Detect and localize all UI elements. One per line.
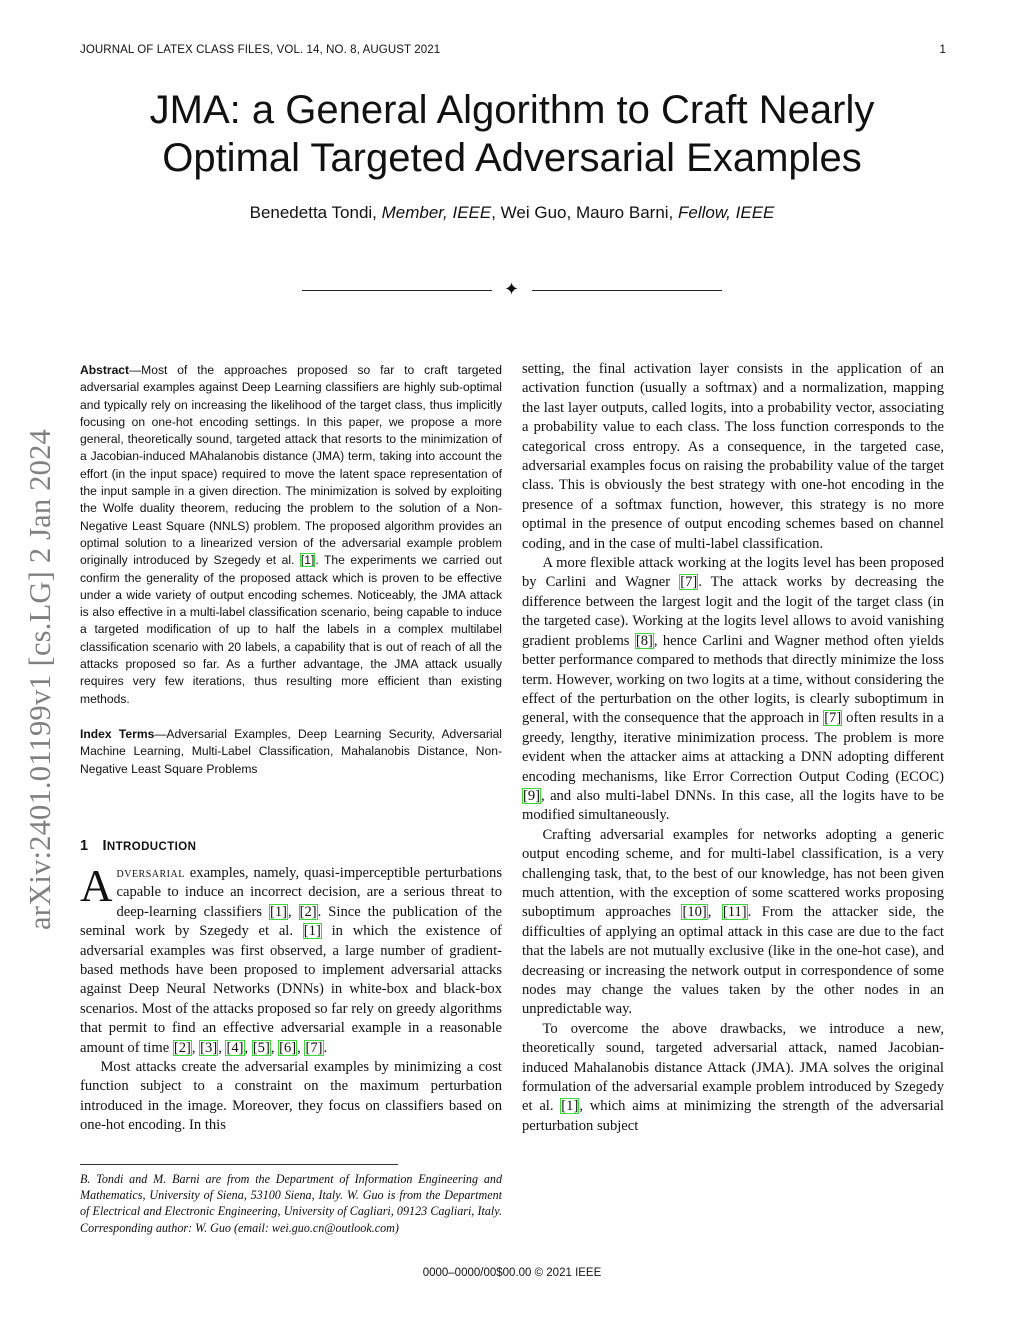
citation-link[interactable]: [1] [270, 903, 288, 920]
footnote-rule [80, 1164, 398, 1165]
author-3-role: Fellow, IEEE [678, 203, 775, 222]
citation-link[interactable]: [4] [226, 1039, 244, 1056]
right-paragraph-4 [522, 1020, 944, 1136]
index-terms-text: —Adversarial Examples, Deep Learning Security, Adversarial Machine Learning, Multi-Label Classification, Mahalanobis Distance, Non-Negative Least Square Problems [80, 726, 502, 776]
citation-link[interactable]: [7] [305, 1039, 323, 1056]
section-title-initial: I [102, 838, 107, 854]
citation-link[interactable]: [1] [561, 1098, 579, 1115]
intro-text: in which the existence of adversarial examples was first observed, a large number of gradient-based methods have been proposed to implement adversarial attacks against Deep Neural Networks (DNNs) in white-box and black-box scenarios. Most of the attacks proposed so far rely on greedy algorithms that permit to find an effective adversarial example in a reasonable amount of time [80, 923, 502, 1056]
journal-header: JOURNAL OF LATEX CLASS FILES, VOL. 14, NO. 8, AUGUST 2021 [80, 44, 441, 56]
section-heading [80, 838, 196, 854]
author-1-role: Member, IEEE [381, 203, 492, 222]
lead-word: dversarial [116, 865, 185, 881]
introduction-left-column [80, 861, 503, 1136]
copyright-line: 0000–0000/00$00.00 © 2021 IEEE [422, 1267, 602, 1279]
separator: . [323, 1039, 328, 1056]
author-affiliation-footnote: B. Tondi and M. Barni are from the Department of Information Engineering and Mathematics, University of Siena, 53100 Siena, Italy. W. Guo is from the Department of Electrical and Electronic Engineering, University of Cagliari, 09123 Cagliari, Italy. Corresponding author: W. Guo (email: wei.guo.cn@outlook.com) [80, 1172, 502, 1235]
divider-rule-right [532, 290, 722, 291]
citation-link[interactable]: [2] [299, 903, 317, 920]
body-text: often results in a greedy, lengthy, iterative minimization process. The problem is more evident when the attacker aims at attacking a DNN adopting different encoding mechanisms, like Error Correction Output Coding (ECOC) [522, 710, 944, 785]
separator: , [270, 1039, 279, 1056]
separator: , [297, 1039, 305, 1056]
abstract-text-a: —Most of the approaches proposed so far to craft targeted adversarial examples against Deep Learning classifiers are highly sub-optimal and typically rely on increasing the likelihood of the target class, thus implicitly focusing on one-hot encoding settings. In this paper, we propose a more general, theoretically sound, targeted attack that resorts to the minimization of a Jacobian-induced MAhalanobis distance (JMA) term, taking into account the effort (in the input space) required to move the latent space representation of the input sample in a given direction. The minimization is solved by exploiting the Wolfe duality theorem, reducing the problem to the solution of a Non-Negative Least Square (NNLS) problem. The proposed algorithm provides an optimal solution to a linearized version of the adversarial example problem originally introduced by Szegedy et al. [80, 363, 502, 568]
author-1: Benedetta Tondi, [249, 203, 382, 222]
right-paragraph-3 [522, 826, 944, 1020]
right-paragraph-2 [522, 554, 944, 826]
body-text: , and also multi-label DNNs. In this case, all the logits have to be modified simultaneously. [522, 787, 944, 824]
separator: , [288, 903, 299, 920]
citation-link[interactable]: [8] [635, 632, 653, 649]
abstract-label: Abstract [80, 363, 130, 377]
separator: , [707, 904, 722, 921]
abstract [80, 362, 502, 708]
running-head [80, 44, 946, 56]
title-line-2: Optimal Targeted Adversarial Examples [162, 136, 862, 180]
introduction-right-column [522, 360, 944, 1136]
author-2-3: , Wei Guo, Mauro Barni, [491, 203, 678, 222]
citation-link[interactable]: [9] [523, 787, 541, 804]
intro-text: . Since the publication of the seminal work by Szegedy et al. [80, 903, 503, 940]
citation-link[interactable]: [11] [722, 904, 747, 921]
citation-link[interactable]: [2] [173, 1039, 191, 1056]
arxiv-identifier: arXiv:2401.01199v1 [cs.LG] 2 Jan 2024 [23, 429, 57, 930]
abstract-text-b: . The experiments we carried out confirm the generality of the proposed attack which is proven to be effective under a wide variety of output encoding schemes. Noticeably, the JMA attack is also effective in a multi-label classification scenario, being capable to induce a targeted modification of up to half the labels in a complex multilabel classification scenario with 20 labels, a capability that is out of reach of all the attacks proposed so far. As a further advantage, the JMA attack usually requires very few iterations, thus resulting more efficient than existing methods. [80, 553, 502, 706]
intro-paragraph-1 [80, 861, 503, 1058]
body-text: To overcome the above drawbacks, we introduce a new, theoretically sound, targeted adversarial attack, named Jacobian-induced Mahalanobis distance Attack (JMA). JMA solves the original formulation of the adversarial example problem introduced by Szegedy et al. [522, 1020, 944, 1115]
paper-title [60, 86, 964, 182]
body-text: , hence Carlini and Wagner method often yields better performance compared to methods that directly minimize the loss term. However, working on two logits at a time, without considering the effect of the perturbation on the other logits, is clearly suboptimum in general, with the consequence that the approach in [522, 632, 944, 727]
right-paragraph-1: setting, the final activation layer consists in the application of an activation function (usually a softmax) and a normalization, mapping the last layer outputs, called logits, into a probability vector, associating a probability value to each class. The loss function corresponds to the categorical cross entropy. As a consequence, in the targeted case, adversarial examples focus on raising the probability value of the target class. This is obviously the best strategy with one-hot encoding in the presence of a softmax function, however, this strategy is no more optimal in the presence of output encoding schemes based on channel coding, and in the case of multi-label classification. [522, 361, 944, 552]
citation-link[interactable]: [7] [824, 710, 842, 727]
section-title-rest: NTRODUCTION [106, 841, 197, 853]
body-text: . From the attacker side, the difficulties of applying an optimal attack in this case are due to the fact that the labels are not mutually exclusive (like in the one-hot case), and decreasing or increasing the network output in correspondence of some nodes may change the values taken by the other nodes in an unpredictable way. [522, 904, 944, 1018]
body-text: . The attack works by decreasing the difference between the largest logit and the logit of the target class (in the targeted case). Working at the logits level allows to avoid vanishing gradient problems [522, 574, 945, 649]
body-text: , which aims at minimizing the strength of the adversarial perturbation subject [522, 1098, 944, 1134]
citation-link[interactable]: [5] [252, 1039, 270, 1056]
title-divider [302, 280, 722, 300]
drop-cap: A [80, 861, 113, 911]
divider-rule-left [302, 290, 492, 291]
index-terms-label: Index Terms [80, 726, 155, 741]
diamond-icon: ✦ [504, 279, 520, 299]
citation-link[interactable]: [7] [680, 574, 698, 591]
citation-link[interactable]: [3] [200, 1039, 218, 1056]
index-terms [80, 726, 502, 778]
citation-link[interactable]: [6] [279, 1039, 297, 1056]
separator: , [191, 1039, 200, 1056]
section-number: 1 [80, 838, 89, 854]
citation-link[interactable]: [1] [300, 553, 315, 568]
citation-link[interactable]: [1] [303, 923, 321, 940]
page-number: 1 [939, 44, 946, 56]
separator: , [218, 1039, 226, 1056]
intro-text: examples, namely, quasi-imperceptible perturbations capable to induce an incorrect decision, are a serious threat to deep-learning classifiers [116, 865, 502, 920]
body-text: A more flexible attack working at the logits level has been proposed by Carlini and Wagner [522, 555, 944, 591]
body-text: Crafting adversarial examples for networks adopting a generic output encoding scheme, and for multi-label classification, is a very challenging task, that, to the best of our knowledge, has not been given much attention, with the exception of some scattered works proposing suboptimum approaches [522, 826, 944, 921]
abstract-section [80, 362, 502, 778]
intro-paragraph-2: Most attacks create the adversarial examples by minimizing a cost function subject to a constraint on the maximum perturbation introduced in the image. Moreover, they focus on classifiers based on one-hot encoding. In this [80, 1059, 502, 1134]
separator: , [244, 1039, 252, 1056]
author-line [60, 203, 964, 223]
title-line-1: JMA: a General Algorithm to Craft Nearly [149, 88, 875, 132]
citation-link[interactable]: [10] [682, 904, 707, 921]
